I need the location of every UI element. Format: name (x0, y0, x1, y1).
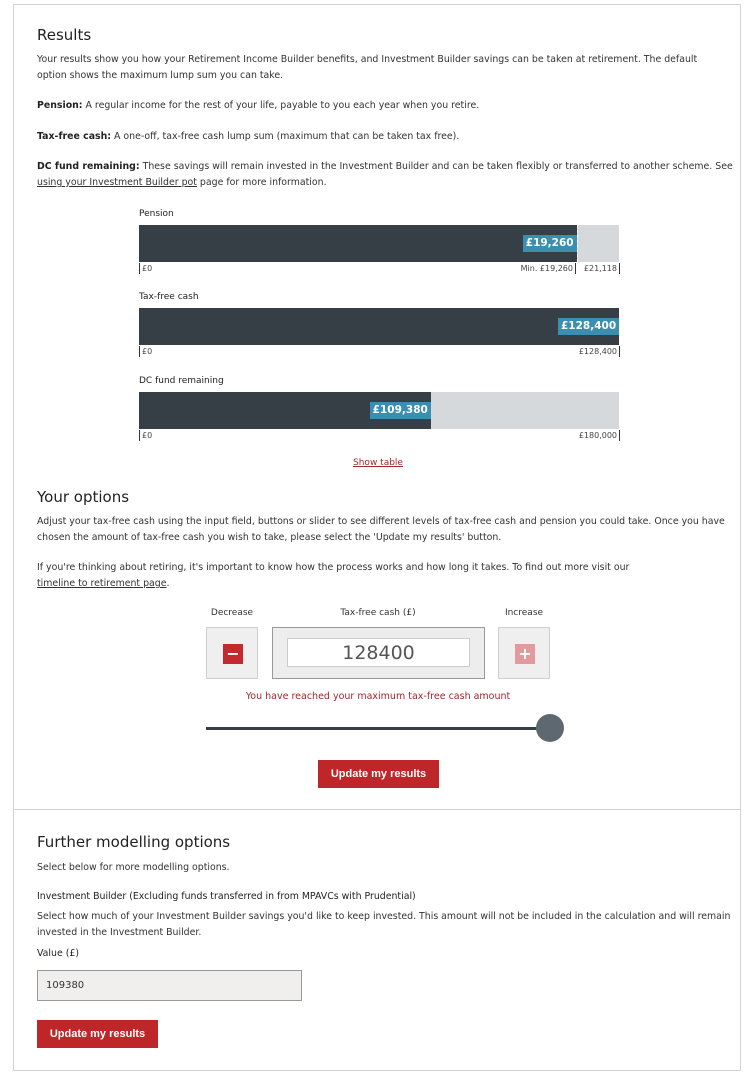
taxfree-value-tag: £128,400 (558, 318, 619, 335)
taxfree-bar-fill (139, 308, 619, 345)
increase-button[interactable] (498, 627, 550, 679)
results-title: Results (37, 26, 92, 44)
taxfree-tick-end: £128,400 (560, 346, 620, 357)
pension-bar-fill (139, 225, 577, 262)
dc-tick-end: £180,000 (560, 430, 620, 441)
dc-definition: DC fund remaining: These savings will remain invested in the Investment Builder and can be taken flexibly or transferred to another scheme. See using your Investment Builder pot page for more information. (37, 161, 733, 188)
pension-value-tag: £19,260 (523, 235, 577, 252)
retirement-info: If you're thinking about retiring, it's important to know how the process works and how long it takes. To find out more visit our timeline to retirement page. (37, 562, 630, 589)
pension-bar-track (139, 225, 619, 262)
taxfree-definition: Tax-free cash: A one-off, tax-free cash lump sum (maximum that can be taken tax free). (37, 131, 460, 142)
investment-builder-pot-link[interactable]: using your Investment Builder pot (37, 177, 197, 188)
pension-tick-min: Min. £19,260 (520, 263, 576, 274)
minus-icon: − (223, 644, 243, 664)
taxfree-bar-track (139, 308, 619, 345)
taxfree-bar-label: Tax-free cash (139, 292, 199, 302)
pension-tick-end: £21,118 (578, 263, 620, 274)
taxfree-slider-track[interactable] (206, 727, 550, 730)
dc-bar-label: DC fund remaining (139, 376, 224, 386)
options-title: Your options (37, 488, 130, 506)
timeline-to-retirement-link[interactable]: timeline to retirement page (37, 578, 167, 589)
further-update-results-button[interactable]: Update my results (37, 1020, 158, 1048)
plus-icon: + (515, 644, 535, 664)
increase-label: Increase (504, 608, 544, 618)
taxfree-tick-start: £0 (139, 346, 152, 357)
dc-value-tag: £109,380 (370, 402, 431, 419)
options-description: Adjust your tax-free cash using the input field, buttons or slider to see different levels of tax-free cash and pension you could take. Once you have chosen the amount of tax-free cash you wish to take, please select the 'Update my results' button. (37, 516, 725, 543)
pension-tick-start: £0 (139, 263, 152, 274)
taxfree-slider-thumb[interactable] (536, 714, 564, 742)
dc-bar-track (139, 392, 619, 429)
dc-tick-start: £0 (139, 430, 152, 441)
results-intro: Your results show you how your Retirement Income Builder benefits, and Investment Builder savings can be taken at retirement. The default option shows the maximum lump sum you can take. (37, 54, 698, 81)
value-label: Value (£) (37, 948, 80, 959)
further-intro: Select below for more modelling options. (37, 862, 230, 873)
investment-value-input[interactable] (37, 970, 302, 1001)
pension-bar-label: Pension (139, 209, 174, 219)
investment-builder-heading: Investment Builder (Excluding funds transferred in from MPAVCs with Prudential) (37, 891, 416, 902)
update-results-button[interactable]: Update my results (318, 760, 439, 788)
pension-definition: Pension: A regular income for the rest of your life, payable to you each year when you retire. (37, 100, 480, 111)
investment-builder-description: Select how much of your Investment Builder savings you'd like to keep invested. This amount will not be included in the calculation and will remain invested in the Investment Builder. (37, 911, 731, 938)
pension-min-marker (577, 225, 578, 262)
further-title: Further modelling options (37, 833, 231, 851)
max-taxfree-message: You have reached your maximum tax-free cash amount (245, 691, 511, 702)
decrease-label: Decrease (210, 608, 254, 618)
decrease-button[interactable] (206, 627, 258, 679)
taxfree-cash-input[interactable] (287, 638, 470, 667)
taxfree-field-label: Tax-free cash (£) (340, 608, 416, 618)
show-table-link[interactable]: Show table (353, 458, 403, 468)
